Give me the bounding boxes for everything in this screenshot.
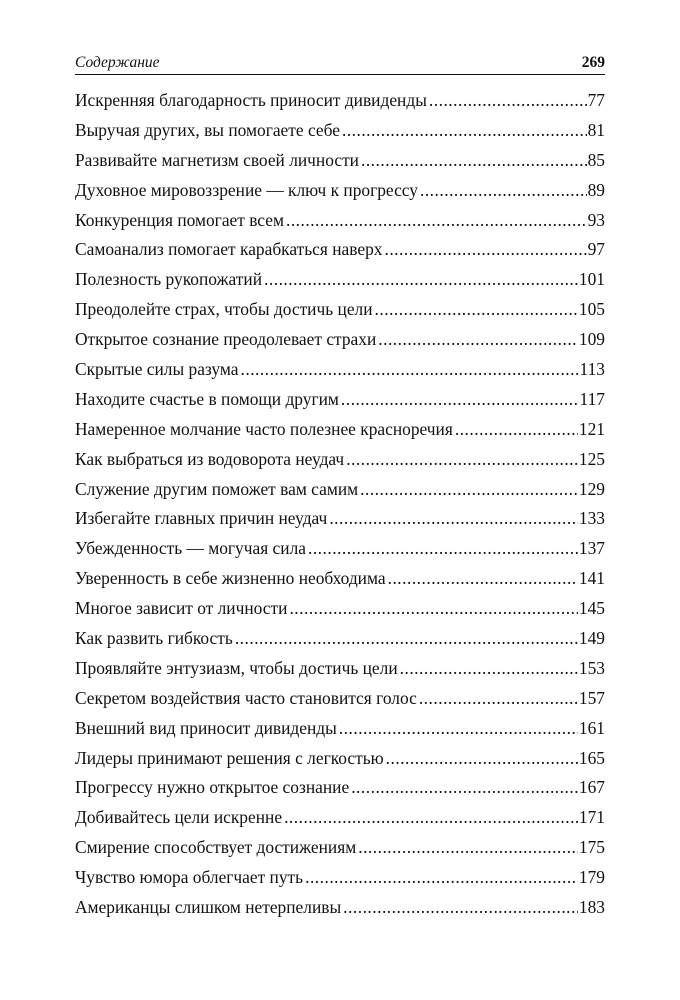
toc-entry [75,445,605,475]
toc-entry [75,684,605,714]
toc-entry-page: 125 [578,448,605,469]
toc-entry [75,295,605,325]
toc-entry-page: 145 [578,598,605,619]
toc-entry-title: Уверенность в себе жизненно необходима [75,568,386,589]
toc-entry-title: Добивайтесь цели искренне [75,807,283,828]
table-of-contents [75,86,605,923]
toc-entry-page: 149 [578,628,605,649]
running-header-title: Содержание [75,54,160,71]
toc-entry [75,176,605,206]
toc-entry-page: 183 [578,897,605,918]
toc-entry-page: 113 [579,359,605,380]
toc-entry-title: Конкуренция помогает всем [75,209,284,230]
toc-entry-page: 175 [578,837,605,858]
toc-entry-page: 97 [587,239,605,260]
toc-entry-page: 101 [578,269,605,290]
toc-dot-leader [286,206,587,236]
toc-entry [75,534,605,564]
toc-entry-page: 137 [578,538,605,559]
toc-entry [75,116,605,146]
toc-entry-title: Избегайте главных причин неудач [75,508,328,529]
toc-entry [75,744,605,774]
toc-entry-title: Находите счастье в помощи другим [75,388,339,409]
toc-entry-page: 117 [579,388,605,409]
toc-entry-page: 77 [587,90,605,110]
toc-entry-page: 153 [578,657,605,678]
toc-entry-title: Искренняя благодарность приносит дивиденды [75,90,427,110]
toc-entry [75,714,605,744]
toc-entry-title: Убежденность — могучая сила [75,538,306,559]
toc-dot-leader [384,235,586,265]
toc-entry-page: 171 [578,807,605,828]
toc-dot-leader [284,803,578,833]
toc-entry [75,146,605,176]
toc-dot-leader [420,176,587,206]
toc-dot-leader [305,863,578,893]
toc-entry-page: 157 [578,687,605,708]
toc-entry-page: 167 [578,777,605,798]
toc-dot-leader [339,714,578,744]
toc-entry-title: Американцы слишком нетерпеливы [75,897,342,918]
toc-dot-leader [400,654,578,684]
toc-dot-leader [289,594,577,624]
toc-dot-leader [343,893,578,923]
toc-entry-title: Развивайте магнетизм своей личности [75,149,359,170]
running-header [75,54,605,75]
toc-entry [75,624,605,654]
toc-entry [75,773,605,803]
toc-entry [75,206,605,236]
toc-dot-leader [388,564,578,594]
toc-dot-leader [375,295,578,325]
toc-entry-title: Открытое сознание преодолевает страхи [75,329,377,350]
toc-dot-leader [341,385,579,415]
toc-dot-leader [329,504,578,534]
toc-entry-title: Секретом воздействия часто становится голос [75,687,417,708]
toc-entry [75,893,605,923]
toc-entry-title: Полезность рукопожатий [75,269,263,290]
toc-entry-title: Выручая других, вы помогаете себе [75,119,340,140]
toc-dot-leader [358,833,578,863]
toc-entry-title: Преодолейте страх, чтобы достичь цели [75,299,373,320]
toc-entry [75,355,605,385]
toc-entry-title: Чувство юмора облегчает путь [75,867,304,888]
toc-entry-page: 121 [578,418,605,439]
toc-entry-title: Проявляйте энтузиазм, чтобы достичь цели [75,657,398,678]
toc-entry-page: 129 [578,478,605,499]
toc-entry-page: 93 [587,209,605,230]
toc-entry [75,594,605,624]
toc-entry-title: Как выбраться из водоворота неудач [75,448,345,469]
toc-entry [75,385,605,415]
toc-entry-page: 81 [587,119,605,140]
toc-dot-leader [419,684,578,714]
toc-dot-leader [378,325,578,355]
toc-dot-leader [241,355,579,385]
toc-entry-title: Намеренное молчание часто полезнее красноречия [75,418,453,439]
toc-entry-title: Самоанализ помогает карабкаться наверх [75,239,383,260]
toc-dot-leader [386,744,578,774]
toc-entry-page: 133 [578,508,605,529]
toc-entry [75,504,605,534]
toc-dot-leader [351,773,578,803]
toc-dot-leader [455,415,578,445]
toc-entry-page: 85 [587,149,605,170]
toc-entry [75,415,605,445]
toc-entry-page: 89 [587,179,605,200]
toc-dot-leader [264,265,578,295]
toc-entry-title: Внешний вид приносит дивиденды [75,717,337,738]
toc-entry [75,265,605,295]
toc-entry [75,235,605,265]
toc-dot-leader [342,116,587,146]
toc-dot-leader [429,86,587,116]
toc-entry-title: Многое зависит от личности [75,598,288,619]
toc-entry-page: 165 [578,747,605,768]
toc-entry [75,863,605,893]
toc-dot-leader [235,624,578,654]
toc-entry-page: 141 [578,568,605,589]
toc-entry [75,803,605,833]
toc-entry-page: 179 [578,867,605,888]
toc-entry [75,833,605,863]
toc-entry-title: Скрытые силы разума [75,359,239,380]
toc-entry-title: Лидеры принимают решения с легкостью [75,747,384,768]
toc-entry [75,325,605,355]
toc-entry-title: Служение другим поможет вам самим [75,478,359,499]
toc-entry-title: Смирение способствует достижениям [75,837,357,858]
toc-entry-page: 109 [578,329,605,350]
toc-entry-page: 161 [578,717,605,738]
toc-entry [75,564,605,594]
toc-entry-page: 105 [578,299,605,320]
toc-entry [75,475,605,505]
toc-entry-title: Духовное мировоззрение — ключ к прогрессу [75,179,418,200]
page-number: 269 [581,54,605,71]
toc-entry [75,654,605,684]
toc-dot-leader [361,146,587,176]
toc-entry-title: Прогрессу нужно открытое сознание [75,777,350,798]
toc-dot-leader [308,534,578,564]
toc-dot-leader [360,475,578,505]
toc-dot-leader [346,445,578,475]
toc-entry [75,86,605,116]
toc-entry-title: Как развить гибкость [75,628,233,649]
